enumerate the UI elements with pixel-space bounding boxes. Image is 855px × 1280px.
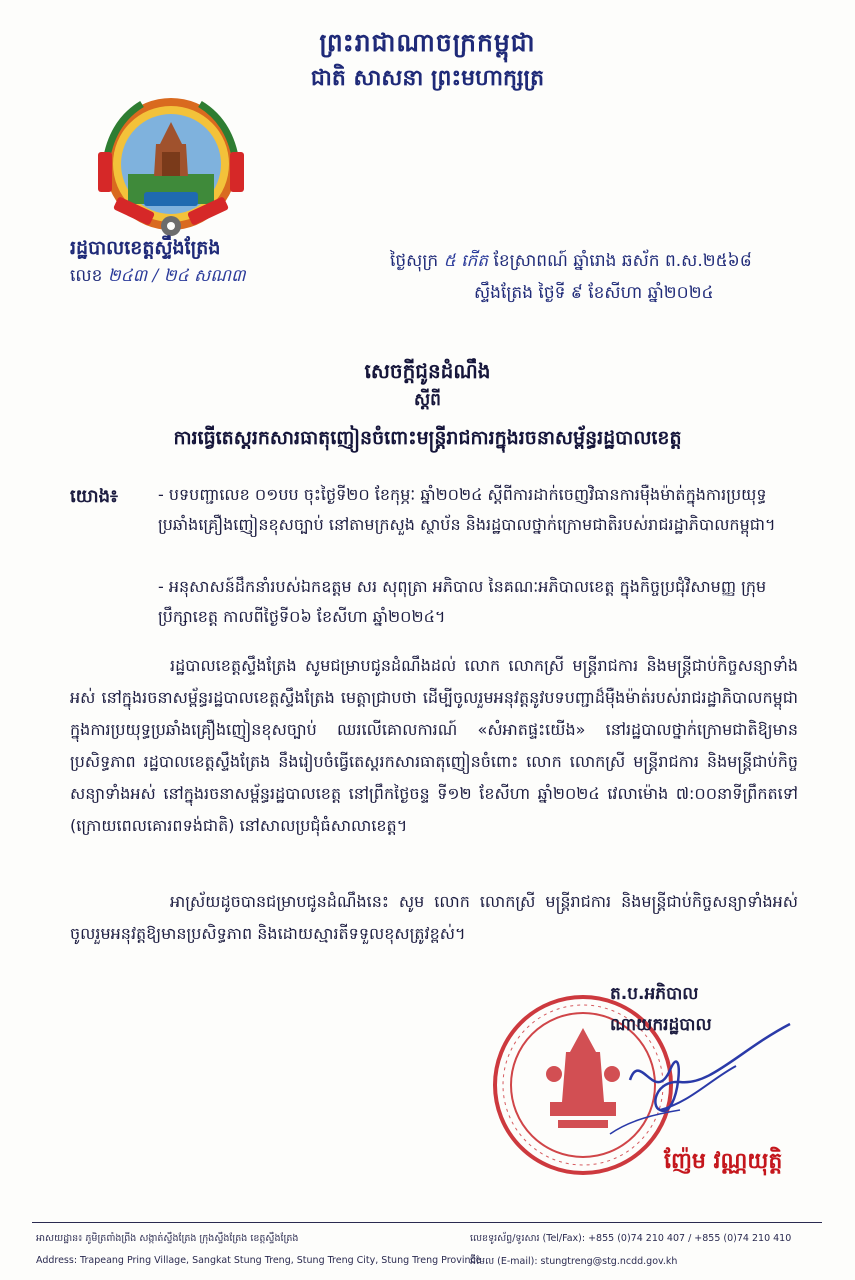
lunar-weekday: ថ្ងៃសុក្រ (390, 251, 439, 271)
reference-item: - បទបញ្ជាលេខ ០១បប ចុះថ្ងៃទី២០ ខែកុម្ភៈ ឆ្នាំ២០២៤ ស្តីពីការដាក់ចេញវិធានការម៉ឺងម៉ាត់ក្នុងការប្រយុទ្ធប្រឆាំងគ្រឿងញៀនខុសច្បាប់ នៅតាមក្រសួង ស្ថាប័ន និងរដ្ឋបាលថ្នាក់ក្រោមជាតិរបស់រាជរដ្ឋាភិបាលកម្ពុជា។ (158, 485, 776, 534)
reference-item: - អនុសាសន៍ដឹកនាំរបស់ឯកឧត្តម សរ សុពុត្រា អភិបាល នៃគណៈអភិបាលខេត្ត ក្នុងកិច្ចប្រជុំវិសាមញ្ញ ក្រុមប្រឹក្សាខេត្ត កាលពីថ្ងៃទី០៦ ខែសីហា ឆ្នាំ២០២៤។ (158, 577, 767, 626)
national-motto: ជាតិ សាសនា ព្រះមហាក្សត្រ (310, 66, 545, 91)
footer-divider (32, 1222, 822, 1223)
body-paragraph: រដ្ឋបាលខេត្តស្ទឹងត្រែង សូមជម្រាបជូនដំណឹងដល់ លោក លោកស្រី មន្ត្រីរាជការ និងមន្ត្រីជាប់កិច្ចសន្យាទាំងអស់ នៅក្នុងរចនាសម្ព័ន្ធរដ្ឋបាលខេត្តស្ទឹងត្រែង មេត្តាជ្រាបថា ដើម្បីចូលរួមអនុវត្តនូវបទបញ្ជាដ៏ម៉ឺងម៉ាត់របស់រាជរដ្ឋាភិបាលកម្ពុជា ក្នុងការប្រយុទ្ធប្រឆាំងគ្រឿងញៀនខុសច្បាប់ ឈរលើគោលការណ៍ «សំអាតផ្ទះយើង» នៅរដ្ឋបាលថ្នាក់ក្រោមជាតិឱ្យមានប្រសិទ្ធភាព រដ្ឋបាលខេត្តស្ទឹងត្រែង នឹងរៀបចំធ្វើតេស្តរកសារធាតុញៀនចំពោះ លោក លោកស្រី មន្ត្រីរាជការ និងមន្ត្រីជាប់កិច្ចសន្យាទាំងអស់ នៅក្នុងរចនាសម្ព័ន្ធរដ្ឋបាលខេត្ត នៅព្រឹកថ្ងៃចន្ទ ទី១២ ខែសីហា ឆ្នាំ២០២៤ វេលាម៉ោង ៧:០០នាទីព្រឹកតទៅ (ក្រោយពេលគោរពទង់ជាតិ) នៅសាលប្រជុំធំសាលាខេត្ត។ (70, 656, 798, 835)
footer-telephone: លេខទូរស័ព្ទ/ទូរសារ (Tel/Fax): +855 (0)74 210 407 / +855 (0)74 210 410 (470, 1233, 792, 1244)
handwritten-signature (560, 1010, 810, 1140)
document-subject: ការធ្វើតេស្តរកសារធាតុញៀនចំពោះមន្ត្រីរាជការក្នុងរចនាសម្ព័ន្ធរដ្ឋបាលខេត្ត (173, 427, 682, 449)
reference-label: លេខ (70, 266, 103, 286)
footer-address-english: Address: Trapeang Pring Village, Sangkat Stung Treng, Stung Treng City, Stung Treng Province (36, 1255, 482, 1266)
lunar-month-year: ខែស្រាពណ៍ ឆ្នាំរោង ឆស័ក ព.ស.២៥៦៨ (493, 251, 752, 271)
issue-date: ស្ទឹងត្រែង ថ្ងៃទី ៩ ខែសីហា ឆ្នាំ២០២៤ (474, 283, 714, 303)
issuing-administration: រដ្ឋបាលខេត្តស្ទឹងត្រែង (70, 237, 221, 259)
footer-email: អ៊ីមែល (E-mail): stungtreng@stg.ncdd.gov.kh (470, 1256, 678, 1267)
province-logo-emblem (92, 92, 250, 242)
kingdom-title: ព្រះរាជាណាចក្រកម្ពុជា (319, 28, 536, 57)
document-subject-label: ស្តីពី (414, 390, 441, 410)
reference-number (70, 265, 246, 290)
footer-address-khmer: អាសយដ្ឋាន៖ ភូមិត្រពាំងព្រីង សង្កាត់ស្ទឹងត្រែង ក្រុងស្ទឹងត្រែង ខេត្តស្ទឹងត្រែង (36, 1233, 299, 1244)
document-title: សេចក្តីជូនដំណឹង (364, 359, 491, 383)
lunar-day: ៥ កើត (443, 251, 489, 271)
references-label: យោង៖ (70, 486, 118, 507)
reference-number-value: ២៤៣ / ២៤ សណ៣ (107, 266, 246, 286)
body-paragraph: អាស្រ័យដូចបានជម្រាបជូនដំណឹងនេះ សូម លោក លោកស្រី មន្ត្រីរាជការ និងមន្ត្រីជាប់កិច្ចសន្យាទាំងអស់ ចូលរួមអនុវត្តឱ្យមានប្រសិទ្ធភាព និងដោយស្មារតីទទួលខុសត្រូវខ្ពស់។ (70, 892, 798, 943)
lunar-date (390, 250, 752, 275)
signature-title: ត.ប.អភិបាល (610, 984, 699, 1004)
signature-role: ណាយករដ្ឋបាល (610, 1015, 712, 1035)
signer-name: ញ៉ែម វណ្ណយុត្តិ (664, 1149, 783, 1174)
